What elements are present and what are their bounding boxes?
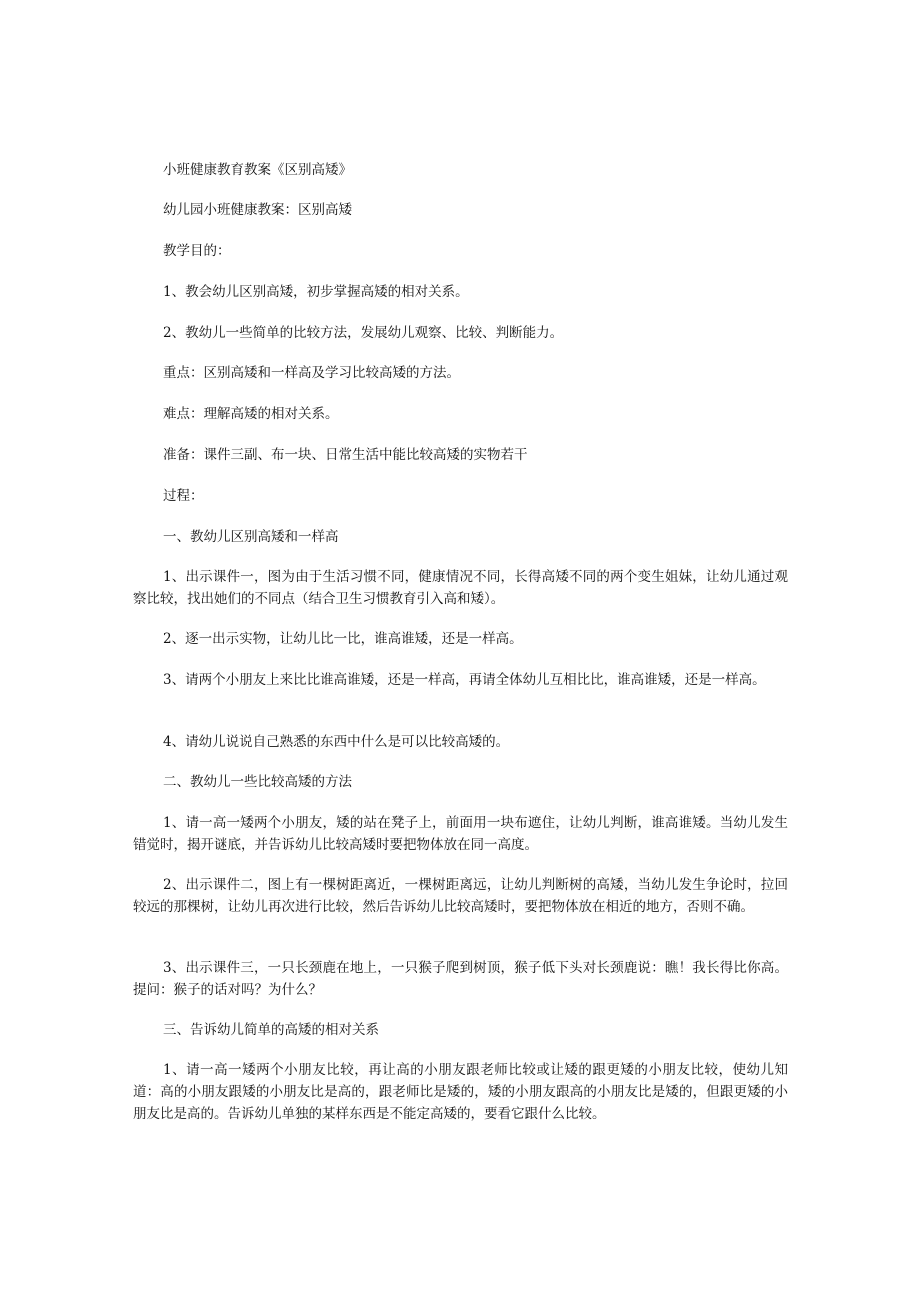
section-2-item-2: 2、出示课件二，图上有一棵树距离近，一棵树距离远，让幼儿判断树的高矮，当幼儿发生争论时，拉回较远的那棵树，让幼儿再次进行比较，然后告诉幼儿比较高矮时，要把物体放在相近的地方，否则不确。 bbox=[133, 877, 788, 915]
section-1-title: 一、教幼儿区别高矮和一样高 bbox=[163, 529, 339, 545]
objectives-label: 教学目的： bbox=[163, 243, 231, 259]
preparation: 准备：课件三副、布一块、日常生活中能比较高矮的实物若干 bbox=[163, 447, 528, 463]
key-point: 重点：区别高矮和一样高及学习比较高矮的方法。 bbox=[163, 365, 460, 381]
objective-2: 2、教幼儿一些简单的比较方法，发展幼儿观察、比较、判断能力。 bbox=[163, 325, 564, 341]
section-1-item-3: 3、请两个小朋友上来比比谁高谁矮，还是一样高，再请全体幼儿互相比比，谁高谁矮，还是一样高。 bbox=[163, 672, 766, 688]
section-2-title: 二、教幼儿一些比较高矮的方法 bbox=[163, 774, 352, 790]
section-2-item-3: 3、出示课件三，一只长颈鹿在地上，一只猴子爬到树顶，猴子低下头对长颈鹿说：瞧！我长得比你高。提问：猴子的话对吗？为什么？ bbox=[133, 960, 788, 998]
section-3-item-1: 1、请一高一矮两个小朋友比较，再让高的小朋友跟老师比较或让矮的跟更矮的小朋友比较，使幼儿知道：高的小朋友跟矮的小朋友比是高的，跟老师比是矮的，矮的小朋友跟高的小朋友比是矮的，但跟更矮的小朋友比是高的。告诉幼儿单独的某样东西是不能定高矮的，要看它跟什么比较。 bbox=[133, 1062, 788, 1122]
objective-1: 1、教会幼儿区别高矮，初步掌握高矮的相对关系。 bbox=[163, 284, 469, 300]
difficulty: 难点：理解高矮的相对关系。 bbox=[163, 406, 339, 422]
document-title: 小班健康教育教案《区别高矮》 bbox=[163, 162, 352, 178]
section-2-item-1: 1、请一高一矮两个小朋友，矮的站在凳子上，前面用一块布遮住，让幼儿判断，谁高谁矮。当幼儿发生错觉时，揭开谜底，并告诉幼儿比较高矮时要把物体放在同一高度。 bbox=[133, 815, 788, 853]
section-3-title: 三、告诉幼儿简单的高矮的相对关系 bbox=[163, 1022, 379, 1038]
section-1-item-1: 1、出示课件一，图为由于生活习惯不同，健康情况不同，长得高矮不同的两个变生姐妹，让幼儿通过观察比较，找出她们的不同点（结合卫生习惯教育引入高和矮）。 bbox=[133, 569, 788, 607]
section-1-item-4: 4、请幼儿说说自己熟悉的东西中什么是可以比较高矮的。 bbox=[163, 734, 510, 750]
document-subtitle: 幼儿园小班健康教案：区别高矮 bbox=[163, 202, 352, 218]
section-1-item-2: 2、逐一出示实物，让幼儿比一比，谁高谁矮，还是一样高。 bbox=[163, 631, 523, 647]
process-label: 过程： bbox=[163, 488, 204, 504]
